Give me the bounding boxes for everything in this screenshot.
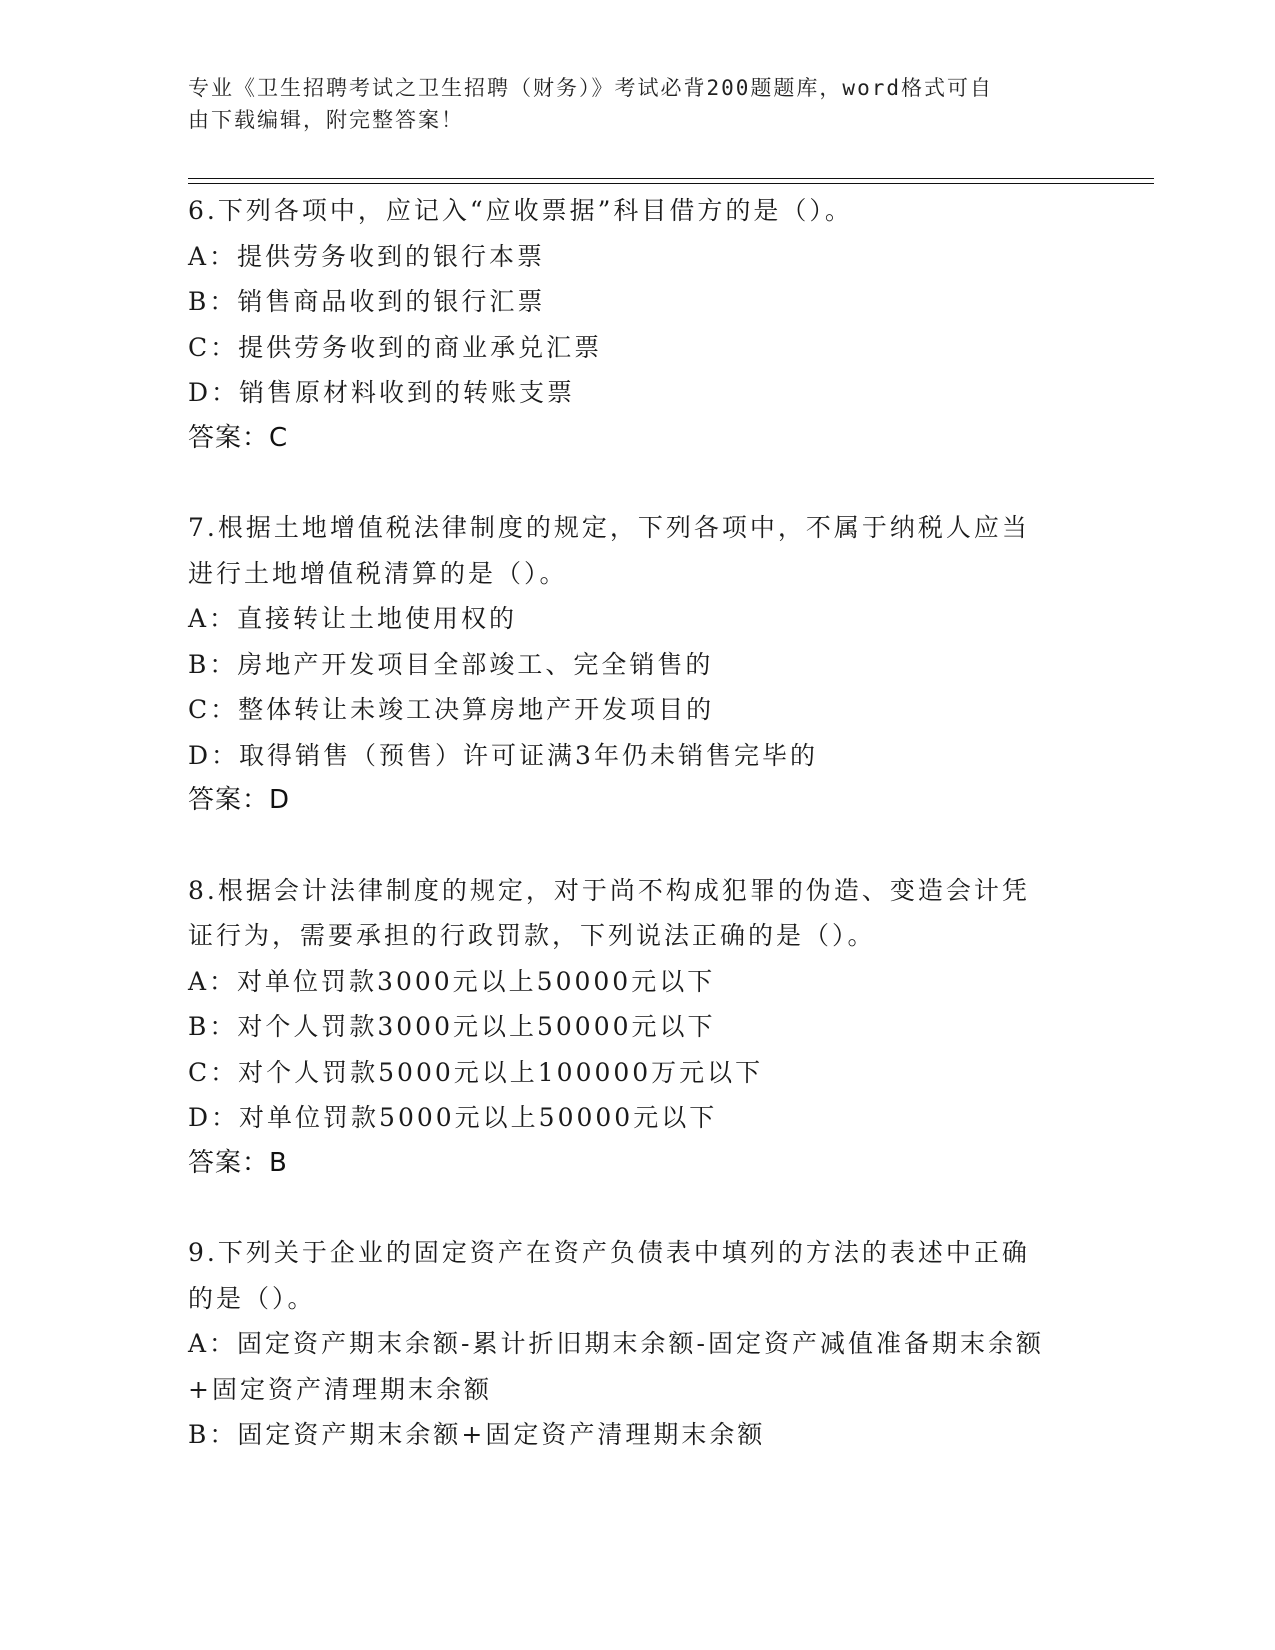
question-stem-line-2: 证行为，需要承担的行政罚款，下列说法正确的是（）。 bbox=[188, 921, 876, 950]
answer-label: 答案：C bbox=[188, 422, 289, 453]
header-line-1: 专业《卫生招聘考试之卫生招聘（财务）》考试必背200题题库，word格式可自 bbox=[188, 76, 993, 100]
header-divider-bottom bbox=[188, 183, 1154, 184]
header-divider-top bbox=[188, 178, 1154, 179]
option-b: B：固定资产期末余额+固定资产清理期末余额 bbox=[188, 1420, 766, 1449]
option-c: C：提供劳务收到的商业承兑汇票 bbox=[188, 332, 603, 362]
header-line-2: 由下载编辑，附完整答案！ bbox=[188, 108, 464, 132]
question-stem-line-1: 7.根据土地增值税法律制度的规定，下列各项中，不属于纳税人应当 bbox=[188, 513, 1030, 542]
option-b: B：销售商品收到的银行汇票 bbox=[188, 287, 546, 316]
question-7 bbox=[188, 505, 1088, 824]
option-a: A：固定资产期末余额-累计折旧期末余额-固定资产减值准备期末余额 bbox=[188, 1329, 1044, 1358]
option-a: A：直接转让土地使用权的 bbox=[188, 604, 518, 633]
option-a-continued: +固定资产清理期末余额 bbox=[188, 1374, 492, 1404]
option-d: D：对单位罚款5000元以上50000元以下 bbox=[188, 1103, 718, 1132]
question-6 bbox=[188, 188, 1088, 461]
question-stem-line-2: 进行土地增值税清算的是（）。 bbox=[188, 558, 568, 588]
option-c: C：整体转让未竣工决算房地产开发项目的 bbox=[188, 695, 715, 724]
question-8 bbox=[188, 868, 1088, 1187]
answer-label: 答案：D bbox=[188, 785, 291, 815]
option-d: D：销售原材料收到的转账支票 bbox=[188, 378, 576, 407]
option-c: C：对个人罚款5000元以上100000万元以下 bbox=[188, 1057, 764, 1087]
question-9 bbox=[188, 1230, 1088, 1458]
question-stem-line-1: 8.根据会计法律制度的规定，对于尚不构成犯罪的伪造、变造会计凭 bbox=[188, 875, 1030, 905]
answer-label: 答案：B bbox=[188, 1147, 288, 1178]
option-a: A：提供劳务收到的银行本票 bbox=[188, 241, 546, 271]
question-stem: 6.下列各项中，应记入“应收票据”科目借方的是（）。 bbox=[188, 196, 853, 225]
option-d: D：取得销售（预售）许可证满3年仍未销售完毕的 bbox=[188, 740, 818, 770]
option-a: A：对单位罚款3000元以上50000元以下 bbox=[188, 966, 716, 996]
question-stem-line-1: 9.下列关于企业的固定资产在资产负债表中填列的方法的表述中正确 bbox=[188, 1238, 1030, 1267]
question-stem-line-2: 的是（）。 bbox=[188, 1283, 316, 1313]
question-list bbox=[188, 188, 1088, 1502]
option-b: B：房地产开发项目全部竣工、完全销售的 bbox=[188, 649, 714, 679]
option-b: B：对个人罚款3000元以上50000元以下 bbox=[188, 1012, 716, 1041]
document-header bbox=[188, 72, 1088, 136]
